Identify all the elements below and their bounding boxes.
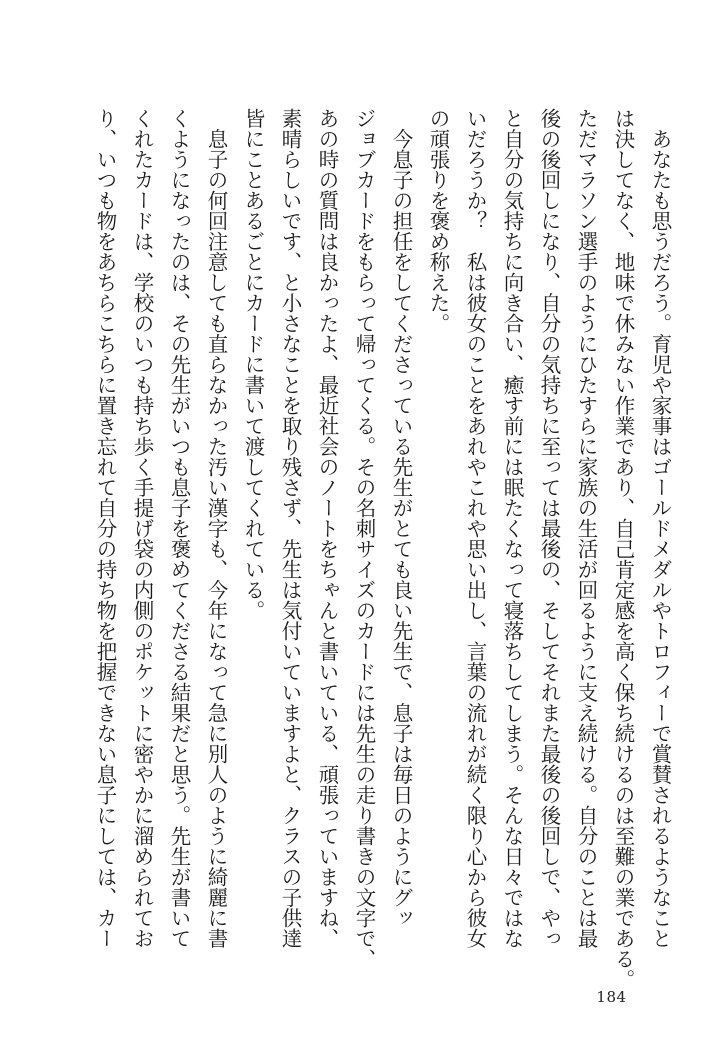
text-line: ジョブカードをもらって帰ってくる。その名刺サイズのカードには先生の走り書きの文字で、 [352,108,376,969]
vertical-text-body [86,108,678,990]
text-line: 今息子の担任をしてくださっている先生がとても良い先生で、息子は毎日のようにグッ [389,108,413,928]
text-line: り、いつも物をあちらこちらに置き忘れて自分の持ち物を把握できない息子にしては、カー [93,108,117,949]
text-line: あの時の質問は良かったよ、最近社会のノートをちゃんと書いている、頑張っていますね、 [315,108,339,949]
page-number [0,988,707,1006]
text-line: の頑張りを褒め称えた。 [426,108,450,334]
text-line: あなたも思うだろう。育児や家事はゴールドメダルやトロフィーで賞賛されるようなこと [648,108,672,949]
text-line: ただマラソン選手のようにひたすらに家族の生活が回るように支え続ける。自分のことは最 [574,108,598,949]
text-line: 素晴らしいです、と小さなことを取り残さず、先生は気付いていますよと、クラスの子供達 [278,108,302,949]
text-line: 息子の何回注意しても直らなかった汚い漢字も、今年になって急に別人のように綺麗に書 [204,108,228,949]
text-line: くれたカードは、学校のいつも持ち歩く手提げ袋の内側のポケットに密やかに溜められてお [130,108,154,949]
text-line: 後の後回しになり、自分の気持ちに至っては最後の、そしてそれまた最後の後回しで、やっ [537,108,561,949]
text-line: いだろうか？ 私は彼女のことをあれやこれや思い出し、言葉の流れが続く限り心から彼女 [463,108,487,949]
text-line: は決してなく、地味で休みない作業であり、自己肯定感を高く保ち続けるのは至難の業である。 [611,108,635,990]
text-line: くようになったのは、その先生がいつも息子を褒めてくださる結果だと思う。先生が書いて [167,108,191,949]
text-line: 皆にことあるごとにカードに書いて渡してくれている。 [241,108,265,621]
page-number-label: 184 [596,988,627,1006]
text-line: と自分の気持ちに向き合い、癒す前には眠たくなって寝落ちしてしまう。そんな日々ではな [500,108,524,949]
